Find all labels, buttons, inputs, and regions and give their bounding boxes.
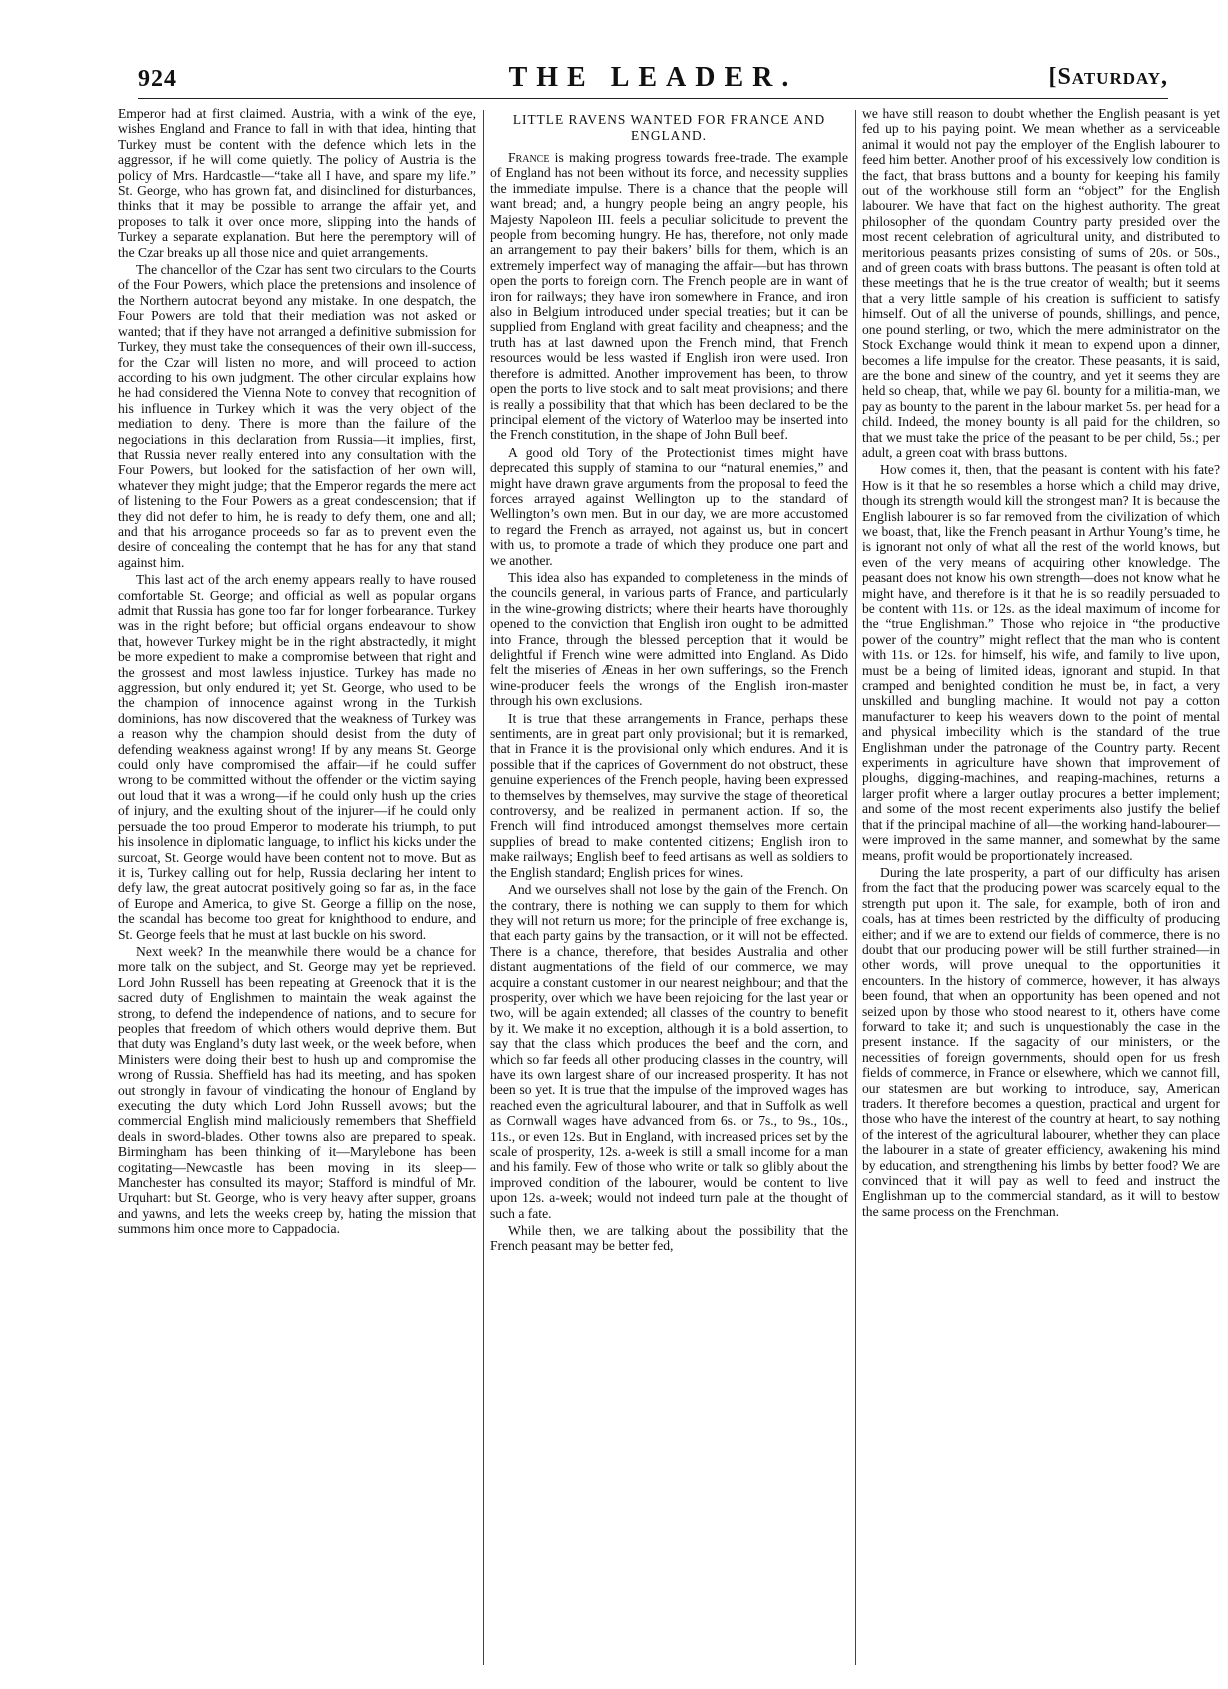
paragraph: While then, we are talking about the possibility that the French peasant may be better fed,: [490, 1223, 848, 1254]
paragraph-text: is making progress towards free-trade. The example of England has not been without its force, and necessity supplies the immediate impulse. There is a chance that the people will want bread; and, a hungry people being an angry people, his Majesty Napoleon III. feels a peculiar solicitude to prevent the people from becoming hungry. He has, therefore, not only made an arrangement to pay their bakers’ bills for them, which is an extremely imperfect way of managing the affair—but has thrown open the ports to foreign corn. The French people are in want of iron for railways; they have iron somewhere in France, and iron also in Belgium introduced under special treaties; but it can be supplied from England with great facility and cheapness; and the truth has at last dawned upon the French mind, that French resources would be less wasted if English iron were used. Iron therefore is admitted. Another improvement has been, to throw open the ports to live stock and to salt meat provisions; and there is really a possibility that that which has been declared to be the principal element of the victory of Waterloo may be inserted into the French constitution, in the shape of John Bull beef.: [490, 150, 848, 443]
columns: [118, 106, 1220, 1672]
paragraph: [490, 150, 848, 443]
column-rule: [855, 110, 856, 1665]
article-title: LITTLE RAVENS WANTED FOR FRANCE AND ENGLAND.: [512, 112, 826, 143]
column-3: [862, 106, 1220, 1672]
paragraph: This idea also has expanded to completeness in the minds of the councils general, in various parts of France, and particularly in the wine-growing districts; where their hearts have thoroughly opened to the conviction that English iron ought to be admitted into France, through the blessed perception that it would be delightful if French wine were admitted into England. As Dido felt the miseries of Æneas in her own sufferings, so the French wine-producer feels the wrongs of the English iron-master through his own exclusions.: [490, 569, 848, 709]
column-1: [118, 106, 476, 1672]
lead-word: France: [508, 150, 550, 165]
paragraph: It is true that these arrangements in France, perhaps these sentiments, are in great part only provisional; but it is remarked, that in France it is the provisional only which endures. And it is possible that if the caprices of Government do not obstruct, these genuine experiences of the French people, having been expressed to themselves by themselves, may survive the stage of theoretical controversy, and be realized in permanent action. If so, the French will find introduced amongst themselves more certain supplies of bread to make contented citizens; English iron to make railways; English beef to feed artisans as well as soldiers to the English standard; English prices for wines.: [490, 710, 848, 880]
paragraph: The chancellor of the Czar has sent two circulars to the Courts of the Four Powers, which place the pretensions and insolence of the Northern autocrat beyond any mistake. In one despatch, the Four Powers are told that their mediation was not asked or wanted; that if they have not arranged a definitive submission for Turkey, they must take the consequences of their own ill-success, for the Czar will listen no more, and will proceed to action according to his own judgment. The other circular explains how he had considered the Vienna Note to convey that recognition of his influence in Turkey which it was the very object of the mediation to deny. There is more than the failure of the negociations in this declaration from Russia—it implies, first, that Russia never really entered into any consultation with the Four Powers, but looked for the satisfaction of her own will, whatever they might judge; that the Emperor regards the mere act of listening to the Four Powers as a great condescension; that if they did not defer to him, he is ready to defy them, one and all; and that his arrogance proceeds so far as to prevent even the desire of concealing the contempt that he has for any that stand against him.: [118, 262, 476, 570]
paragraph: During the late prosperity, a part of our difficulty has arisen from the fact that the producing power was scarcely equal to the strength put upon it. The sale, for example, both of iron and coals, has at times been restricted by the difficulty of producing either; and if we are to extend our fields of commerce, there is no doubt that our producing power will be still further strained—in other words, will prove unequal to the opportunities it encounters. In the history of commerce, however, it has always been found, that when an opportunity has been opened and not seized upon by those who stood nearest to it, others have come forward to take it; and such is unquestionably the case in the present instance. If the sagacity of our ministers, or the necessities of foreign governments, should open for us fresh fields of commerce, in France or elsewhere, which we cannot fill, our statesmen are but working to introduce, say, American traders. It therefore becomes a question, practical and urgent for those who have the interest of the country at heart, to say nothing of the interest of the agricultural labourer, whether they can place the labourer in a state of greater efficiency, awakening his mind by education, and strengthening his limbs by better food? We are convinced that it will pay as well to feed and instruct the Englishman up to the commercial standard, as it will to bestow the same process on the Frenchman.: [862, 864, 1220, 1219]
paragraph: Next week? In the meanwhile there would be a chance for more talk on the subject, and St. George may yet be reprieved. Lord John Russell has been repeating at Greenock that it is the sacred duty of Englishmen to maintain the weak against the strong, to defend the independence of nations, and to secure for peoples that freedom of which others would deprive them. But that duty was England’s duty last week, or the week before, when Ministers were doing their best to hush up and compromise the wrong of Russia. Sheffield has had its meeting, and has spoken out strongly in favour of vindicating the honour of England by executing the duty which Lord John Russell avows; but the commercial English mind maliciously remembers that Sheffield deals in sword-blades. Other towns also are prepared to speak. Birmingham has been thinking of it—Marylebone has been cogitating—Newcastle has been moving in its sleep—Manchester has consulted its mayor; Stafford is mindful of Mr. Urquhart: but St. George, who is very heavy after supper, groans and yawns, and lets the weeks creep by, hating the mission that summons him once more to Cappadocia.: [118, 943, 476, 1237]
page-header: [138, 58, 1168, 99]
paragraph: A good old Tory of the Protectionist times might have deprecated this supply of stamina to our “natural enemies,” and might have drawn grave arguments from the proposal to feed the forces arrayed against Wellington up to the standard of Wellington’s own men. But in our day, we are more accustomed to regard the French as arrayed, not against us, but in concert with us, to promote a trade of which they produce one part and we another.: [490, 444, 848, 568]
column-2: [490, 106, 848, 1672]
paragraph: How comes it, then, that the peasant is content with his fate? How is it that he so resembles a horse which a child may drive, though its strength would kill the strongest man? It is because the English labourer is so far removed from the civilization of which we boast, that, like the French peasant in Arthur Young’s time, he is ignorant not only of what all the rest of the world knows, but even of the very means of acquiring other knowledge. The peasant does not know his own strength—does not know what he might have, and therefore is it that he is so readily persuaded to be content with 11s. or 12s. as the ideal maximum of income for the “true Englishman.” Those who rejoice in “the productive power of the country” might reflect that the man who is content with 11s. or 12s. for himself, his wife, and family to live upon, must be a being of limited ideas, ignorant and stupid. In that cramped and benighted condition he must be, in fact, a very unskilled and bungling machine. It would not pay a cotton manufacturer to keep his weavers down to the point of mental and physical imbecility which is the standard of the true Englishman under the patronage of the Country party. Recent experiments in agriculture have shown that improvement of ploughs, digging-machines, and reaping-machines, returns a larger profit where a larger outlay procures a better implement; and some of the most recent experiments also justify the belief that if the principal machine of all—the working hand-labourer—were improved in the same manner, and somewhat by the same means, profit would be proportionately increased.: [862, 462, 1220, 863]
masthead: THE LEADER.: [508, 62, 798, 93]
paragraph: Emperor had at first claimed. Austria, with a wink of the eye, wishes England and France to fall in with that idea, hinting that Turkey must be content with the defence which lets in the aggressor, if he will come quietly. The policy of Austria is the policy of Mrs. Hardcastle—“take all I have, and spare my life.” St. George, who has grown fat, and disinclined for disturbances, thinks that it may be possible to arrange the affair yet, and proposes to talk it over once more, slipping into the hands of Turkey a separate explanation. But here the peremptory will of the Czar breaks up all those nice and quiet arrangements.: [118, 106, 476, 260]
page-number: 924: [138, 66, 177, 92]
paragraph: And we ourselves shall not lose by the gain of the French. On the contrary, there is nothing we can supply to them for which they will not return us more; for the principle of free exchange is, that each party gains by the transaction, or it will not be effected. There is a chance, therefore, that besides Australia and other distant augmentations of the field of our commerce, we may acquire a constant customer in our nearest neighbour; and that the prosperity, over which we have been rejoicing for the last year or two, will be again extended; all classes of the country to benefit by it. We make it no exception, although it is a bold assertion, to say that the class which produces the beef and the corn, and which so far feeds all other producing classes in the country, will have its own largest share of our increased prosperity. It has not been so yet. It is true that the impulse of the improved wages has reached even the agricultural labourer, and that in Suffolk as well as Cornwall wages have advanced from 6s. or 7s., to 9s., 10s., 11s., or even 12s. But in England, with increased prices set by the scale of prosperity, 12s. a-week is still a small income for a man and his family. Few of those who write or talk so glibly about the improved condition of the labourer, would be content to live upon 12s. a-week; would not indeed turn pale at the thought of such a fate.: [490, 882, 848, 1221]
paragraph: we have still reason to doubt whether the English peasant is yet fed up to his paying point. We mean whether as a serviceable animal it would not pay the employer of the English labourer to feed him better. Another proof of his excessively low condition is the fact, that brass buttons and a bounty for keeping his family out of the workhouse still form an “object” for the English labourer. We have that fact on the highest authority. The great philosopher of the quondam Country party presided over the most recent celebration of agricultural unity, and distributed to meritorious peasants prizes consisting of sums of 20s. or 50s., and of green coats with brass buttons. The peasant is often told at these meetings that he is the true creator of wealth; but it seems that a very little sample of his creation is sufficient to satisfy himself. Out of all the universe of pounds, shillings, and pence, one pound sterling, or two, which the mere administrator on the Stock Exchange would think it mean to expend upon a dinner, becomes a life impulse for the creator. These peasants, it is said, are the bone and sinew of the country, and yet it seems they are held so cheap, that, while we pay 6l. bounty for a militia-man, we pay as bounty to the parent in the labour market 5s. per head for a child. Indeed, the money bounty is all paid for the children, so that we must take the price of the peasant to be per child, 5s.; per adult, a green coat with brass buttons.: [862, 106, 1220, 460]
column-rule: [483, 110, 484, 1665]
paragraph: This last act of the arch enemy appears really to have roused comfortable St. George; and official as well as popular organs admit that Russia has gone too far for longer forbearance. Turkey was in the right before; but official organs endeavour to show that, however Turkey might be in the right abstractedly, it might be more expedient to make a compromise between that right and the grossest and most lawless injustice. Turkey has made no aggression, but only endured it; yet St. George, who used to be the champion of innocence against wrong in the Turkish dominions, has now discovered that the weakness of Turkey was a reason why the champion should desist from the duty of defending weakness against wrong! If by any means St. George could only have compromised the affair—if he could suffer wrong to be committed without the offender or the victim saying out loud that it was a wrong—if he could only hush up the cries of injury, and the exulting shout of the injurer—if he could only persuade the too proud Emperor to moderate his triumph, to put his insolence in diplomatic language, to inflict his kicks under the surcoat, St. George would have been content not to move. But as it is, Turkey calling out for help, Russia declaring her intent to defy law, the great autocrat positively going so far as, in the face of Europe and America, to give St. George a fillip on the nose, the scandal has become too great for knighthood to endure, and St. George feels that he must at last buckle on his sword.: [118, 572, 476, 942]
running-head: [Saturday,: [1048, 64, 1168, 90]
